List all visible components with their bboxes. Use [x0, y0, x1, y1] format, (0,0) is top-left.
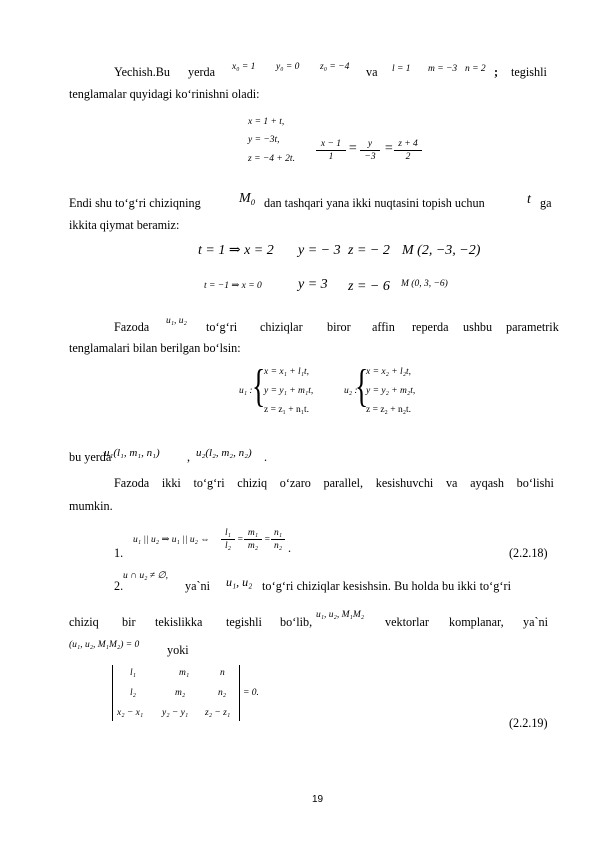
det-equals: = 0.	[243, 688, 259, 698]
equals-sign: =	[384, 141, 394, 156]
det-cell: n₂	[218, 688, 227, 698]
formula: y = − 3	[298, 243, 341, 258]
numerator: x − 1	[320, 139, 342, 149]
period: .	[264, 450, 268, 464]
word: va	[366, 65, 378, 79]
formula: u₁ || u₂ ⇒ u₁ || u₂ ⇔	[133, 535, 210, 545]
word: yoki	[167, 643, 189, 657]
formula: u₁(l₁, m₁, n₁)	[104, 447, 160, 459]
para2-line2: ikkita qiymat beramiz:	[69, 218, 180, 232]
system1-line1: x = 1 + t,	[248, 117, 285, 127]
para5-line1	[114, 476, 554, 491]
equals-sign: =	[264, 535, 271, 545]
word: reperda	[412, 320, 449, 334]
denominator: n₂	[273, 541, 283, 551]
word: bo‘lib,	[280, 615, 313, 629]
page-number: 19	[312, 794, 324, 805]
formula-triple-product: (u₁, u₂, M₁M₂) = 0	[69, 640, 140, 650]
u1-line1: x = x₁ + l₁t,	[264, 367, 310, 377]
formula: z = − 6	[348, 279, 390, 294]
denominator: l₂	[225, 541, 231, 551]
denominator: 1	[328, 152, 334, 162]
text: Endi shu to‘g‘ri chiziqning	[69, 196, 201, 210]
point-M: M (0, 3, −6)	[401, 279, 448, 289]
fraction	[360, 139, 380, 162]
period: .	[288, 541, 292, 555]
word: Yechish.Bu	[114, 65, 170, 79]
u1-line3: z = z₁ + n₁t.	[264, 405, 310, 415]
text: bu yerda	[69, 450, 112, 464]
det-cell: n	[220, 668, 225, 678]
det-cell: z₂ − z₁	[205, 708, 231, 718]
word: ya`ni	[185, 579, 211, 593]
det-cell: l₂	[130, 688, 136, 698]
equals-sign: =	[237, 535, 244, 545]
word: kesishuvchi	[375, 476, 434, 490]
word: yerda	[188, 65, 216, 79]
word: parallel,	[323, 476, 364, 490]
formula: z = − 2	[348, 243, 390, 258]
formula-M0: M₀	[239, 191, 256, 206]
item-number: 1.	[114, 546, 124, 560]
word: vektorlar	[385, 615, 429, 629]
u1-label: u₁ :	[239, 386, 253, 396]
denominator: 2	[405, 152, 411, 162]
formula-z0: z₀ = −4	[320, 62, 350, 72]
numerator: l₁	[225, 528, 231, 538]
equation-number: (2.2.18)	[509, 546, 548, 560]
det-cell: m₂	[175, 688, 186, 698]
word: chiziq	[69, 615, 99, 629]
formula-l: l = 1	[392, 64, 411, 74]
numerator: y	[367, 139, 373, 149]
para3-line2: tenglamalari bilan berilgan bo‘lsin:	[69, 341, 241, 355]
word: ayqash	[470, 476, 504, 490]
formula: y = 3	[298, 277, 328, 292]
equals-sign: =	[348, 141, 358, 156]
u2-label: u₂ :	[344, 386, 358, 396]
semicolon: ;	[494, 65, 499, 79]
system1-line2: y = −3t,	[248, 135, 280, 145]
word: affin	[372, 320, 395, 334]
word: ya`ni	[523, 615, 549, 629]
word: chiziqlar	[260, 320, 303, 334]
word: tekislikka	[155, 615, 203, 629]
formula: t = −1 ⇒ x = 0	[204, 281, 262, 291]
word: biror	[327, 320, 351, 334]
fraction	[244, 528, 262, 551]
formula: t = 1 ⇒ x = 2	[198, 243, 274, 258]
word: Fazoda	[114, 320, 150, 334]
formula-u: u₁, u₂	[166, 316, 187, 326]
formula-m: m = −3	[428, 64, 458, 74]
item-number: 2.	[114, 579, 124, 593]
left-brace: {	[252, 360, 266, 411]
det-cell: x₂ − x₁	[117, 708, 144, 718]
denominator: −3	[364, 152, 376, 162]
formula-y0: y₀ = 0	[276, 62, 300, 72]
word: to‘g‘ri	[206, 320, 238, 334]
word: va	[445, 476, 458, 490]
numerator: m₁	[247, 528, 259, 538]
formula-x0: x₀ = 1	[232, 62, 256, 72]
fraction	[316, 139, 346, 162]
word: ushbu	[463, 320, 493, 334]
word: parametrik	[506, 320, 559, 334]
left-brace: {	[355, 360, 369, 411]
formula: u₂(l₂, m₂, n₂)	[196, 447, 252, 459]
word: bo‘lishi	[516, 476, 554, 490]
numerator: n₁	[273, 528, 283, 538]
det-cell: y₂ − y₁	[162, 708, 189, 718]
word: Fazoda	[114, 476, 150, 490]
u2-line1: x = x₂ + l₂t,	[366, 367, 412, 377]
u1-line2: y = y₁ + m₁t,	[264, 386, 314, 396]
word: ikki	[161, 476, 181, 490]
formula-intersection: u ∩ u₂ ≠ ∅,	[123, 571, 169, 581]
para5-line2: mumkin.	[69, 499, 113, 513]
text: ga	[540, 196, 552, 210]
text: dan tashqari yana ikki nuqtasini topish uchun	[264, 196, 485, 210]
det-cell: m₁	[179, 668, 190, 678]
formula-vectors: u₁, u₂, M₁M₂	[316, 610, 365, 620]
denominator: m₂	[247, 541, 259, 551]
u2-line2: y = y₂ + m₂t,	[366, 386, 416, 396]
fraction	[394, 139, 422, 162]
system1-line3: z = −4 + 2t.	[248, 154, 295, 164]
word: chiziq	[237, 476, 268, 490]
formula-n: n = 2	[465, 64, 486, 74]
word: komplanar,	[449, 615, 504, 629]
formula: u₁, u₂	[226, 575, 253, 589]
word: to‘g‘ri	[193, 476, 225, 490]
word: o‘zaro	[279, 476, 311, 490]
det-right-bar	[239, 665, 240, 721]
word: tegishli	[226, 615, 262, 629]
equation-number: (2.2.19)	[509, 716, 548, 730]
formula-t: t	[527, 192, 531, 207]
det-left-bar	[112, 665, 113, 721]
text: to‘g‘ri chiziqlar kesishsin. Bu holda bu ikki to‘g‘ri	[262, 579, 512, 593]
word: tegishli	[511, 65, 547, 79]
fraction	[271, 528, 285, 551]
numerator: z + 4	[398, 139, 418, 149]
point-M: M (2, −3, −2)	[402, 243, 481, 258]
u2-line3: z = z₂ + n₂t.	[366, 405, 412, 415]
det-cell: l₁	[130, 668, 136, 678]
para1-line2: tenglamalar quyidagi ko‘rinishni oladi:	[69, 87, 260, 101]
word: bir	[122, 615, 136, 629]
fraction	[221, 528, 235, 551]
comma: ,	[187, 450, 191, 464]
